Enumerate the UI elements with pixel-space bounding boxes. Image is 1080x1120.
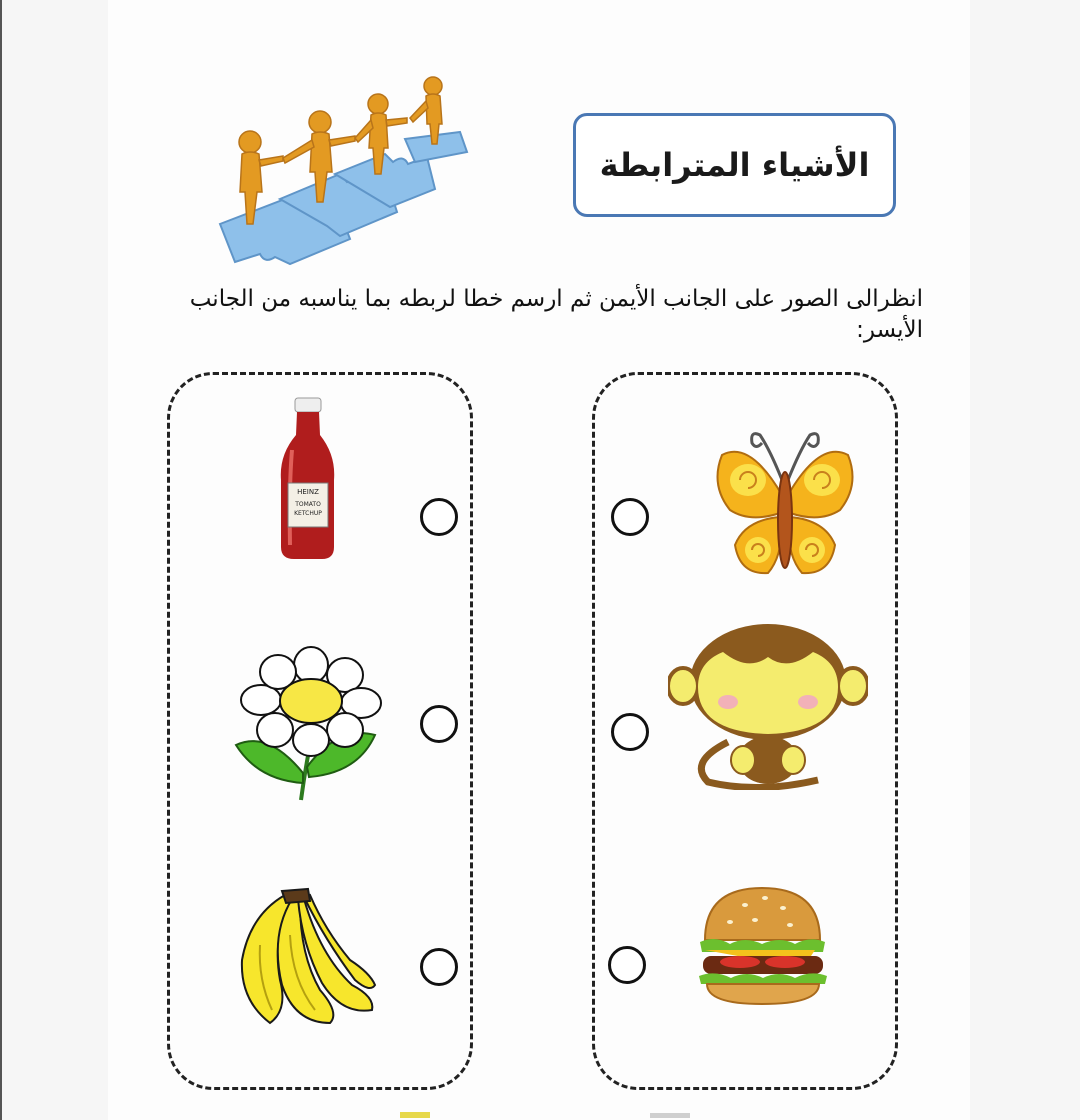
people-on-puzzle-icon bbox=[215, 74, 480, 269]
left-dot-ketchup[interactable] bbox=[420, 498, 458, 536]
instruction-line-2: الأيسر: bbox=[856, 317, 923, 343]
window-edge bbox=[0, 0, 2, 1120]
ketchup-bottle-icon bbox=[270, 395, 345, 565]
ketchup-product-label: KETCHUP bbox=[294, 510, 322, 517]
page-edge-fragment bbox=[650, 1113, 690, 1118]
burger-icon bbox=[695, 880, 830, 1010]
ketchup-brand-label: HEINZ bbox=[297, 488, 319, 496]
title-box bbox=[573, 113, 896, 217]
butterfly-icon bbox=[710, 425, 860, 585]
instructions-text bbox=[160, 284, 923, 346]
monkey-icon bbox=[668, 622, 868, 790]
right-dot-monkey[interactable] bbox=[611, 713, 649, 751]
page-edge-fragment bbox=[400, 1112, 430, 1118]
right-dot-burger[interactable] bbox=[608, 946, 646, 984]
right-dot-butterfly[interactable] bbox=[611, 498, 649, 536]
worksheet-title: الأشياء المترابطة bbox=[599, 146, 870, 184]
flower-icon bbox=[233, 645, 388, 805]
banana-bunch-icon bbox=[230, 885, 380, 1030]
left-dot-banana[interactable] bbox=[420, 948, 458, 986]
left-dot-flower[interactable] bbox=[420, 705, 458, 743]
instruction-line-1: انظرالى الصور على الجانب الأيمن ثم ارسم خطا لربطه بما يناسبه من الجانب bbox=[189, 286, 923, 312]
ketchup-type-label: TOMATO bbox=[295, 501, 321, 508]
